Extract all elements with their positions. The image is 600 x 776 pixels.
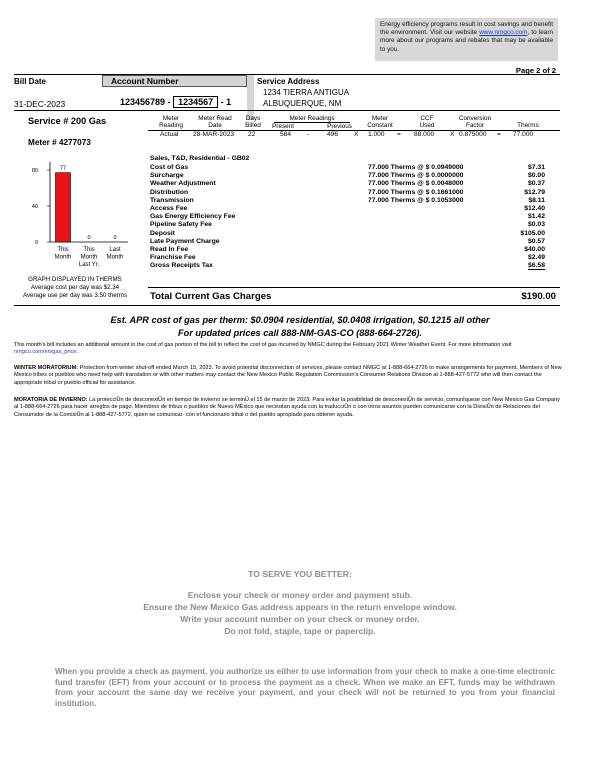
charge-rate: 77.000 Therms @ $ 0.0949000 xyxy=(368,164,464,171)
charge-name: Read In Fee xyxy=(150,246,189,253)
winter-text: Protection from winter shut-off ended March 15, 2023. To avoid potential disconnection of services, please contact NMGC at 1-888-664-2726 to make arrangements for payment. Members of New Mexico tribes or pueblos who need help with translation or with other matters may contact the New Mexico Public Regulation Commission's Consumer Relations Division at 1-888-427-5772 who will then contact the appropriate tribal or pueblo official for assistance. xyxy=(14,365,562,386)
chart-note-units: GRAPH DISPLAYED IN THERMS xyxy=(28,276,122,283)
address-line-2: ALBUQUERQUE, NM xyxy=(263,99,342,108)
spanish-text: La protecciÛn de desconexiÛn en tiempo de invierno se terminÛ el 15 de marzo de 2023. Para evitar la posibilidad de desconexiÛn de servicio, comunÌquese con New Mexico Gas Company al 1-888-664-2726 para hacer arreglos de pago. Miembros de tribus o pueblos de Nuevo MÈxico que necesitan ayuda con la traducciÛn o con otros asuntos pueden comunicarse con la DivisiÛn de Relaciones del Consumidor de la ComisiÛn al 1-888-427-5772, quien se comunicar· con el funcionario tribal o del pueblo apropiado para obtener ayuda. xyxy=(14,397,560,418)
category-label: Last xyxy=(109,247,121,253)
total-rule xyxy=(148,287,560,288)
charge-amount: $8.11 xyxy=(528,196,545,204)
account-part-1: 123456789 - xyxy=(120,97,171,107)
header-line: Billed xyxy=(245,122,261,130)
charge-name: Deposit xyxy=(150,229,175,237)
present-reading: 584 xyxy=(280,131,292,138)
dash: - xyxy=(307,131,310,138)
bar-value-label: 0 xyxy=(87,235,91,241)
conversion-factor: 0.875000 xyxy=(459,131,487,138)
divider xyxy=(14,305,560,306)
chart-note-use: Average use per day was 3.50 therms xyxy=(22,292,128,299)
category-label: Last Yr. xyxy=(78,262,100,268)
charge-rate: 77.000 Therms @ $ 0.1053000 xyxy=(368,196,464,204)
header-line: Days xyxy=(245,115,261,122)
apr-line-2: For updated prices call 888-NM-GAS-CO (888-664-2726). xyxy=(177,328,423,338)
header-line: Factor xyxy=(465,122,485,130)
reading-type: Actual xyxy=(160,131,179,138)
bar-value-label: 0 xyxy=(113,235,117,241)
serve-title: TO SERVE YOU BETTER: xyxy=(248,569,352,579)
charge-name: Gas Energy Efficiency Fee xyxy=(150,213,236,221)
header-line: Meter Readings xyxy=(274,115,350,123)
charge-name: Franchise Fee xyxy=(150,254,196,262)
gas-price-link[interactable]: nmgco.com/en/gas_price xyxy=(14,349,77,356)
ccf-used: 88.000 xyxy=(414,131,435,138)
charge-row xyxy=(150,180,545,188)
serve-line-3: Write your account number on your check or money order. xyxy=(180,614,420,624)
winter-label: WINTER MORATORIUM: xyxy=(14,365,79,371)
header-line: Reading xyxy=(159,122,183,130)
charge-name: Distribution xyxy=(150,188,189,196)
charge-row xyxy=(150,213,545,221)
charge-amount: $2.49 xyxy=(527,254,545,262)
col-therms: Therms xyxy=(517,122,539,129)
y-tick-label: 40 xyxy=(31,204,38,210)
charge-amount: $40.00 xyxy=(524,246,545,253)
read-date: 28-MAR-2023 xyxy=(193,131,235,138)
header-line: Used xyxy=(419,122,435,130)
charge-name: Weather Adjustment xyxy=(150,180,216,188)
charge-row xyxy=(150,254,545,262)
multiply-sign: X xyxy=(354,131,359,138)
previous-reading: 496 xyxy=(327,131,339,138)
serve-line-4: Do not fold, staple, tape or paperclip. xyxy=(224,626,376,636)
promo-text: Energy efficiency programs result in cost savings and benefit the environment. Visit our website xyxy=(380,21,553,37)
chart-note-cost: Average cost per day was $2.34 xyxy=(30,284,120,291)
charge-rate: 77.000 Therms @ $ 0.0000000 xyxy=(368,172,464,180)
charge-row xyxy=(150,230,545,238)
category-label: Month xyxy=(106,254,124,261)
address-line-1: 1234 TIERRA ANTIGUA xyxy=(263,88,350,97)
meter-constant: 1.000 xyxy=(368,131,385,138)
header-present: Present xyxy=(272,123,295,131)
rate-heading: Sales, T&D, Residential - GB02 xyxy=(150,155,250,162)
charge-name: Gross Receipts Tax xyxy=(150,262,213,270)
header-line: Meter Read xyxy=(198,115,232,122)
serve-line-2: Ensure the New Mexico Gas address appears in the return envelope window. xyxy=(143,602,457,612)
service-title: Service # 200 Gas xyxy=(28,116,107,126)
charge-name: Surcharge xyxy=(150,172,184,180)
spanish-label: MORATORIA DE INVIERNO: xyxy=(14,397,88,403)
surcharge-text: This month's bill includes an additional amount in the cost of gas portion of the bill to reflect the cost of gas incurred by NMGC during the February 2021 Winter Weather Event. For more information visit xyxy=(14,342,512,348)
charge-row xyxy=(150,262,545,270)
y-tick-label: 0 xyxy=(34,240,38,246)
charge-amount: $0.37 xyxy=(527,180,545,188)
charge-amount: $0.57 xyxy=(527,237,545,245)
total-amount: $190.00 xyxy=(521,291,556,302)
header-line: Meter xyxy=(371,115,389,122)
charge-row xyxy=(150,164,545,172)
charge-row xyxy=(150,221,545,229)
charge-rate: 77.000 Therms @ $ 0.1661000 xyxy=(368,188,464,196)
header-line: Date xyxy=(208,122,222,130)
therms-used: 77.000 xyxy=(513,131,534,138)
charge-amount: $1.42 xyxy=(527,213,545,221)
meter-number: Meter # 4277073 xyxy=(28,138,91,147)
usage-bar xyxy=(56,173,71,242)
website-link[interactable]: www.nmgco.com xyxy=(479,29,528,37)
account-number-label: Account Number xyxy=(102,75,247,87)
charge-name: Pipeline Safety Fee xyxy=(150,221,212,229)
charge-amount: $0.00 xyxy=(527,172,545,180)
spanish-moratorium xyxy=(14,397,562,419)
charge-name: Late Payment Charge xyxy=(150,237,220,245)
apr-line-1: Est. APR cost of gas per therm: $0.0904 residential, $0.0408 irrigation, $0.1215 all other xyxy=(110,315,490,325)
surcharge-notice: This month's bill includes an additional amount in the cost of gas portion of the bill to reflect the cost of gas incurred by NMGC during the February 2021 Winter Weather Event. For more information visit nmgco.com/en/gas_price. xyxy=(14,342,512,356)
charge-amount: $6.58 xyxy=(527,262,545,270)
charge-name: Transmission xyxy=(150,196,194,204)
winter-moratorium xyxy=(14,365,562,387)
header-previous: Previous xyxy=(327,123,352,131)
charge-name: Access Fee xyxy=(150,205,188,212)
charge-name: Cost of Gas xyxy=(150,164,189,171)
serve-line-1: Enclose your check or money order and payment stub. xyxy=(187,590,413,600)
promo-text-end: , to learn more about our programs and rebates that may be available to you. xyxy=(380,29,554,53)
category-label: This xyxy=(57,247,69,253)
bill-date: 31-DEC-2023 xyxy=(14,99,66,109)
bill-date-label: Bill Date xyxy=(14,77,47,86)
category-label: This xyxy=(83,247,95,253)
header-line: CCF xyxy=(420,115,434,122)
category-label: Month xyxy=(54,254,72,261)
charge-row xyxy=(150,246,545,254)
charge-row xyxy=(150,205,545,213)
service-address-label: Service Address xyxy=(257,77,320,86)
charge-amount: $105.00 xyxy=(520,229,545,237)
header-line: Conversion xyxy=(458,115,492,122)
equals-sign: = xyxy=(397,131,401,138)
page-number: Page 2 of 2 xyxy=(515,66,556,75)
header-line: Constant xyxy=(367,122,393,130)
charge-rate: 77.000 Therms @ $ 0.0048000 xyxy=(368,180,464,188)
account-part-2: 1234567 xyxy=(173,96,218,108)
account-part-3: - 1 xyxy=(220,97,232,107)
charge-amount: $12.79 xyxy=(524,188,545,196)
days-billed: 22 xyxy=(248,131,256,138)
charge-amount: $7.31 xyxy=(527,164,545,171)
equals-sign: = xyxy=(497,131,501,138)
charge-row xyxy=(150,172,545,180)
header-line: Meter xyxy=(162,115,180,122)
charge-row xyxy=(150,189,545,197)
y-tick-label: 80 xyxy=(31,168,38,174)
bar-value-label: 77 xyxy=(59,165,67,172)
total-label: Total Current Gas Charges xyxy=(150,291,272,302)
charge-amount: $12.40 xyxy=(524,205,545,212)
eft-authorization: When you provide a check as payment, you authorize us either to use information from your check to make a one-time electronic fund transfer (EFT) from your account or to process the payment as a check. When we make an EFT, funds may be withdrawn from your account the same day we receive your payment, and your check will not be returned to you from your financial institution. xyxy=(55,667,555,708)
charge-amount: $0.03 xyxy=(527,221,545,229)
multiply-sign: X xyxy=(450,131,455,138)
category-label: Month xyxy=(80,254,98,261)
charge-row xyxy=(150,197,545,205)
charge-row xyxy=(150,238,545,246)
